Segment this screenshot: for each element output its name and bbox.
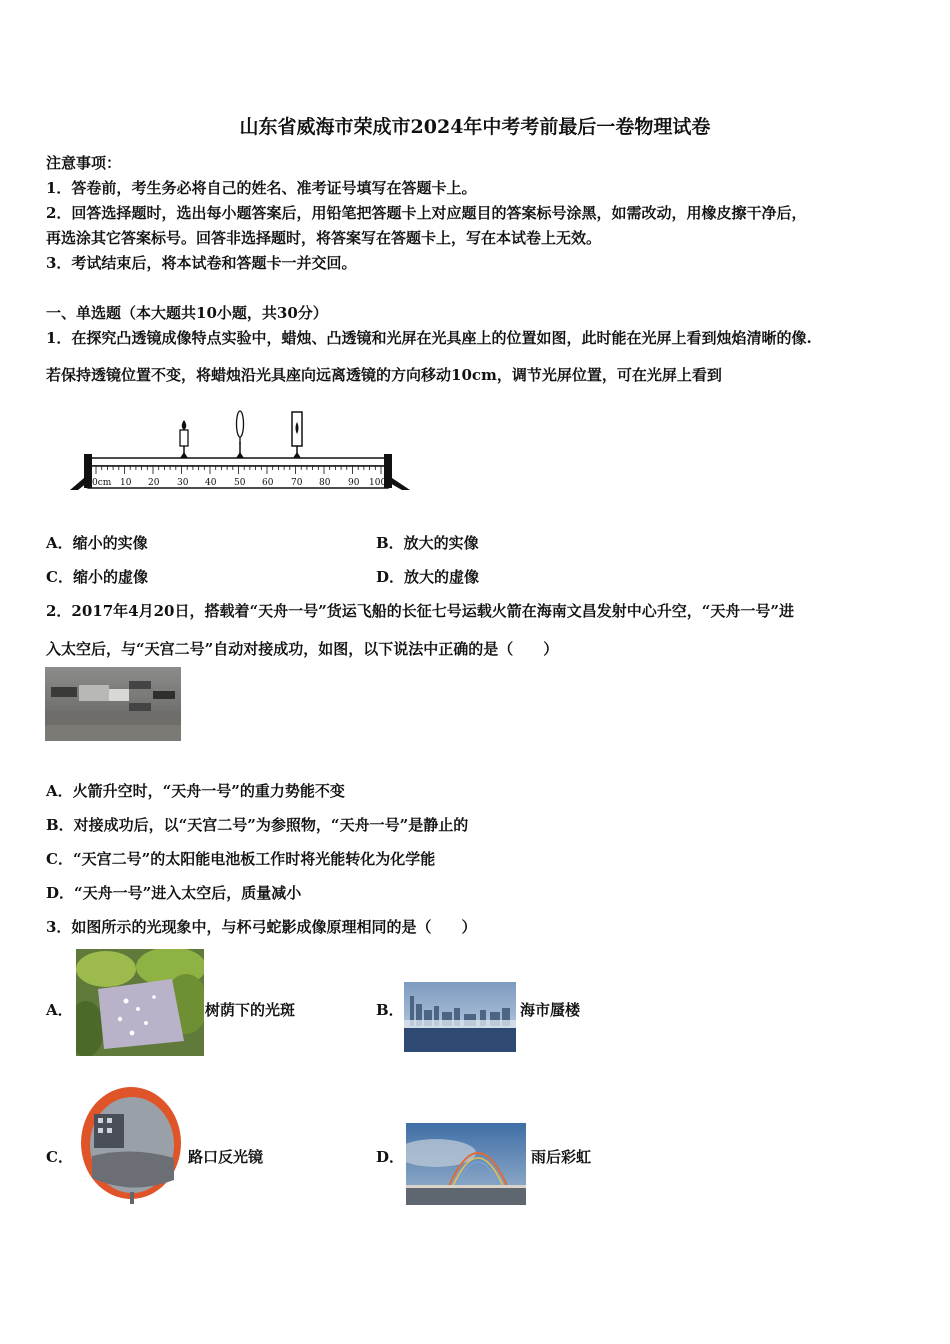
q1-option-c: C．缩小的虚像	[46, 568, 148, 586]
notice-item-2-cont: 再选涂其它答案标号。回答非选择题时，将答案写在答题卡上，写在本试卷上无效。	[46, 229, 602, 247]
q2-option-a: A．火箭升空时，“天舟一号”的重力势能不变	[46, 782, 345, 800]
notice-item-3: 3．考试结束后，将本试卷和答题卡一并交回。	[46, 254, 357, 272]
notice-heading: 注意事项：	[46, 154, 122, 172]
q3-stem: 3．如图所示的光现象中，与杯弓蛇影成像原理相同的是（ ）	[46, 918, 477, 936]
notice-item-1: 1．答卷前，考生务必将自己的姓名、准考证号填写在答题卡上。	[46, 179, 477, 197]
rainbow-photo	[406, 1123, 526, 1205]
ruler-label: 50	[234, 478, 246, 488]
q3-option-a-label: 树荫下的光斑	[205, 1001, 296, 1019]
q1-stem-line2: 若保持透镜位置不变，将蜡烛沿光具座向远离透镜的方向移动10cm，调节光屏位置，可在光屏上看到	[46, 366, 722, 384]
convex-lens-icon	[236, 411, 244, 458]
q3-option-a-letter: A．	[46, 1001, 73, 1019]
spacecraft-docking-photo	[45, 667, 181, 741]
q3-option-c-label: 路口反光镜	[188, 1148, 264, 1166]
ruler-label: 70	[291, 478, 303, 488]
optical-bench-diagram	[66, 408, 416, 496]
q2-option-b: B．对接成功后，以“天宫二号”为参照物，“天舟一号”是静止的	[46, 816, 469, 834]
q1-option-a: A．缩小的实像	[46, 534, 148, 552]
section-heading: 一、单选题（本大题共10小题，共30分）	[46, 304, 328, 322]
q1-option-b: B．放大的实像	[376, 534, 479, 552]
ruler-label: 100	[369, 478, 387, 488]
q1-option-d: D．放大的虚像	[376, 568, 480, 586]
candle-icon	[180, 420, 188, 458]
q3-option-b-label: 海市蜃楼	[520, 1001, 581, 1019]
q3-option-d-label: 雨后彩虹	[531, 1148, 592, 1166]
q2-stem-line2: 入太空后，与“天宫二号”自动对接成功，如图，以下说法中正确的是（ ）	[46, 640, 559, 658]
ruler-label: 80	[319, 478, 331, 488]
tree-shade-light-spots-photo	[76, 949, 204, 1056]
q2-stem-line1: 2．2017年4月20日，搭载着“天舟一号”货运飞船的长征七号运载火箭在海南文昌发射中心升空，“天舟一号”进	[46, 602, 795, 620]
light-screen-icon	[292, 412, 302, 458]
q2-option-d: D．“天舟一号”进入太空后，质量减小	[46, 884, 302, 902]
q1-stem-line1: 1．在探究凸透镜成像特点实验中，蜡烛、凸透镜和光屏在光具座上的位置如图，此时能在光屏上看到烛焰清晰的像.	[46, 329, 812, 347]
ruler-label: 40	[205, 478, 217, 488]
page-title: 山东省威海市荣成市2024年中考考前最后一卷物理试卷	[239, 116, 711, 138]
q3-option-b-letter: B．	[376, 1001, 404, 1019]
mirage-city-photo	[404, 982, 516, 1052]
q2-option-c: C．“天宫二号”的太阳能电池板工作时将光能转化为化学能	[46, 850, 436, 868]
notice-item-2: 2．回答选择题时，选出每小题答案后，用铅笔把答题卡上对应题目的答案标号涂黑，如需改动，用橡皮擦干净后，	[46, 204, 807, 222]
ruler-label: 60	[262, 478, 274, 488]
ruler-label: 10	[120, 478, 132, 488]
q3-option-d-letter: D．	[376, 1148, 405, 1166]
ruler-label: 30	[177, 478, 189, 488]
ruler-label: 90	[348, 478, 360, 488]
convex-mirror-photo	[80, 1086, 182, 1204]
q3-option-c-letter: C．	[46, 1148, 73, 1166]
ruler-label: 20	[148, 478, 160, 488]
ruler-label: 0cm	[92, 478, 112, 488]
